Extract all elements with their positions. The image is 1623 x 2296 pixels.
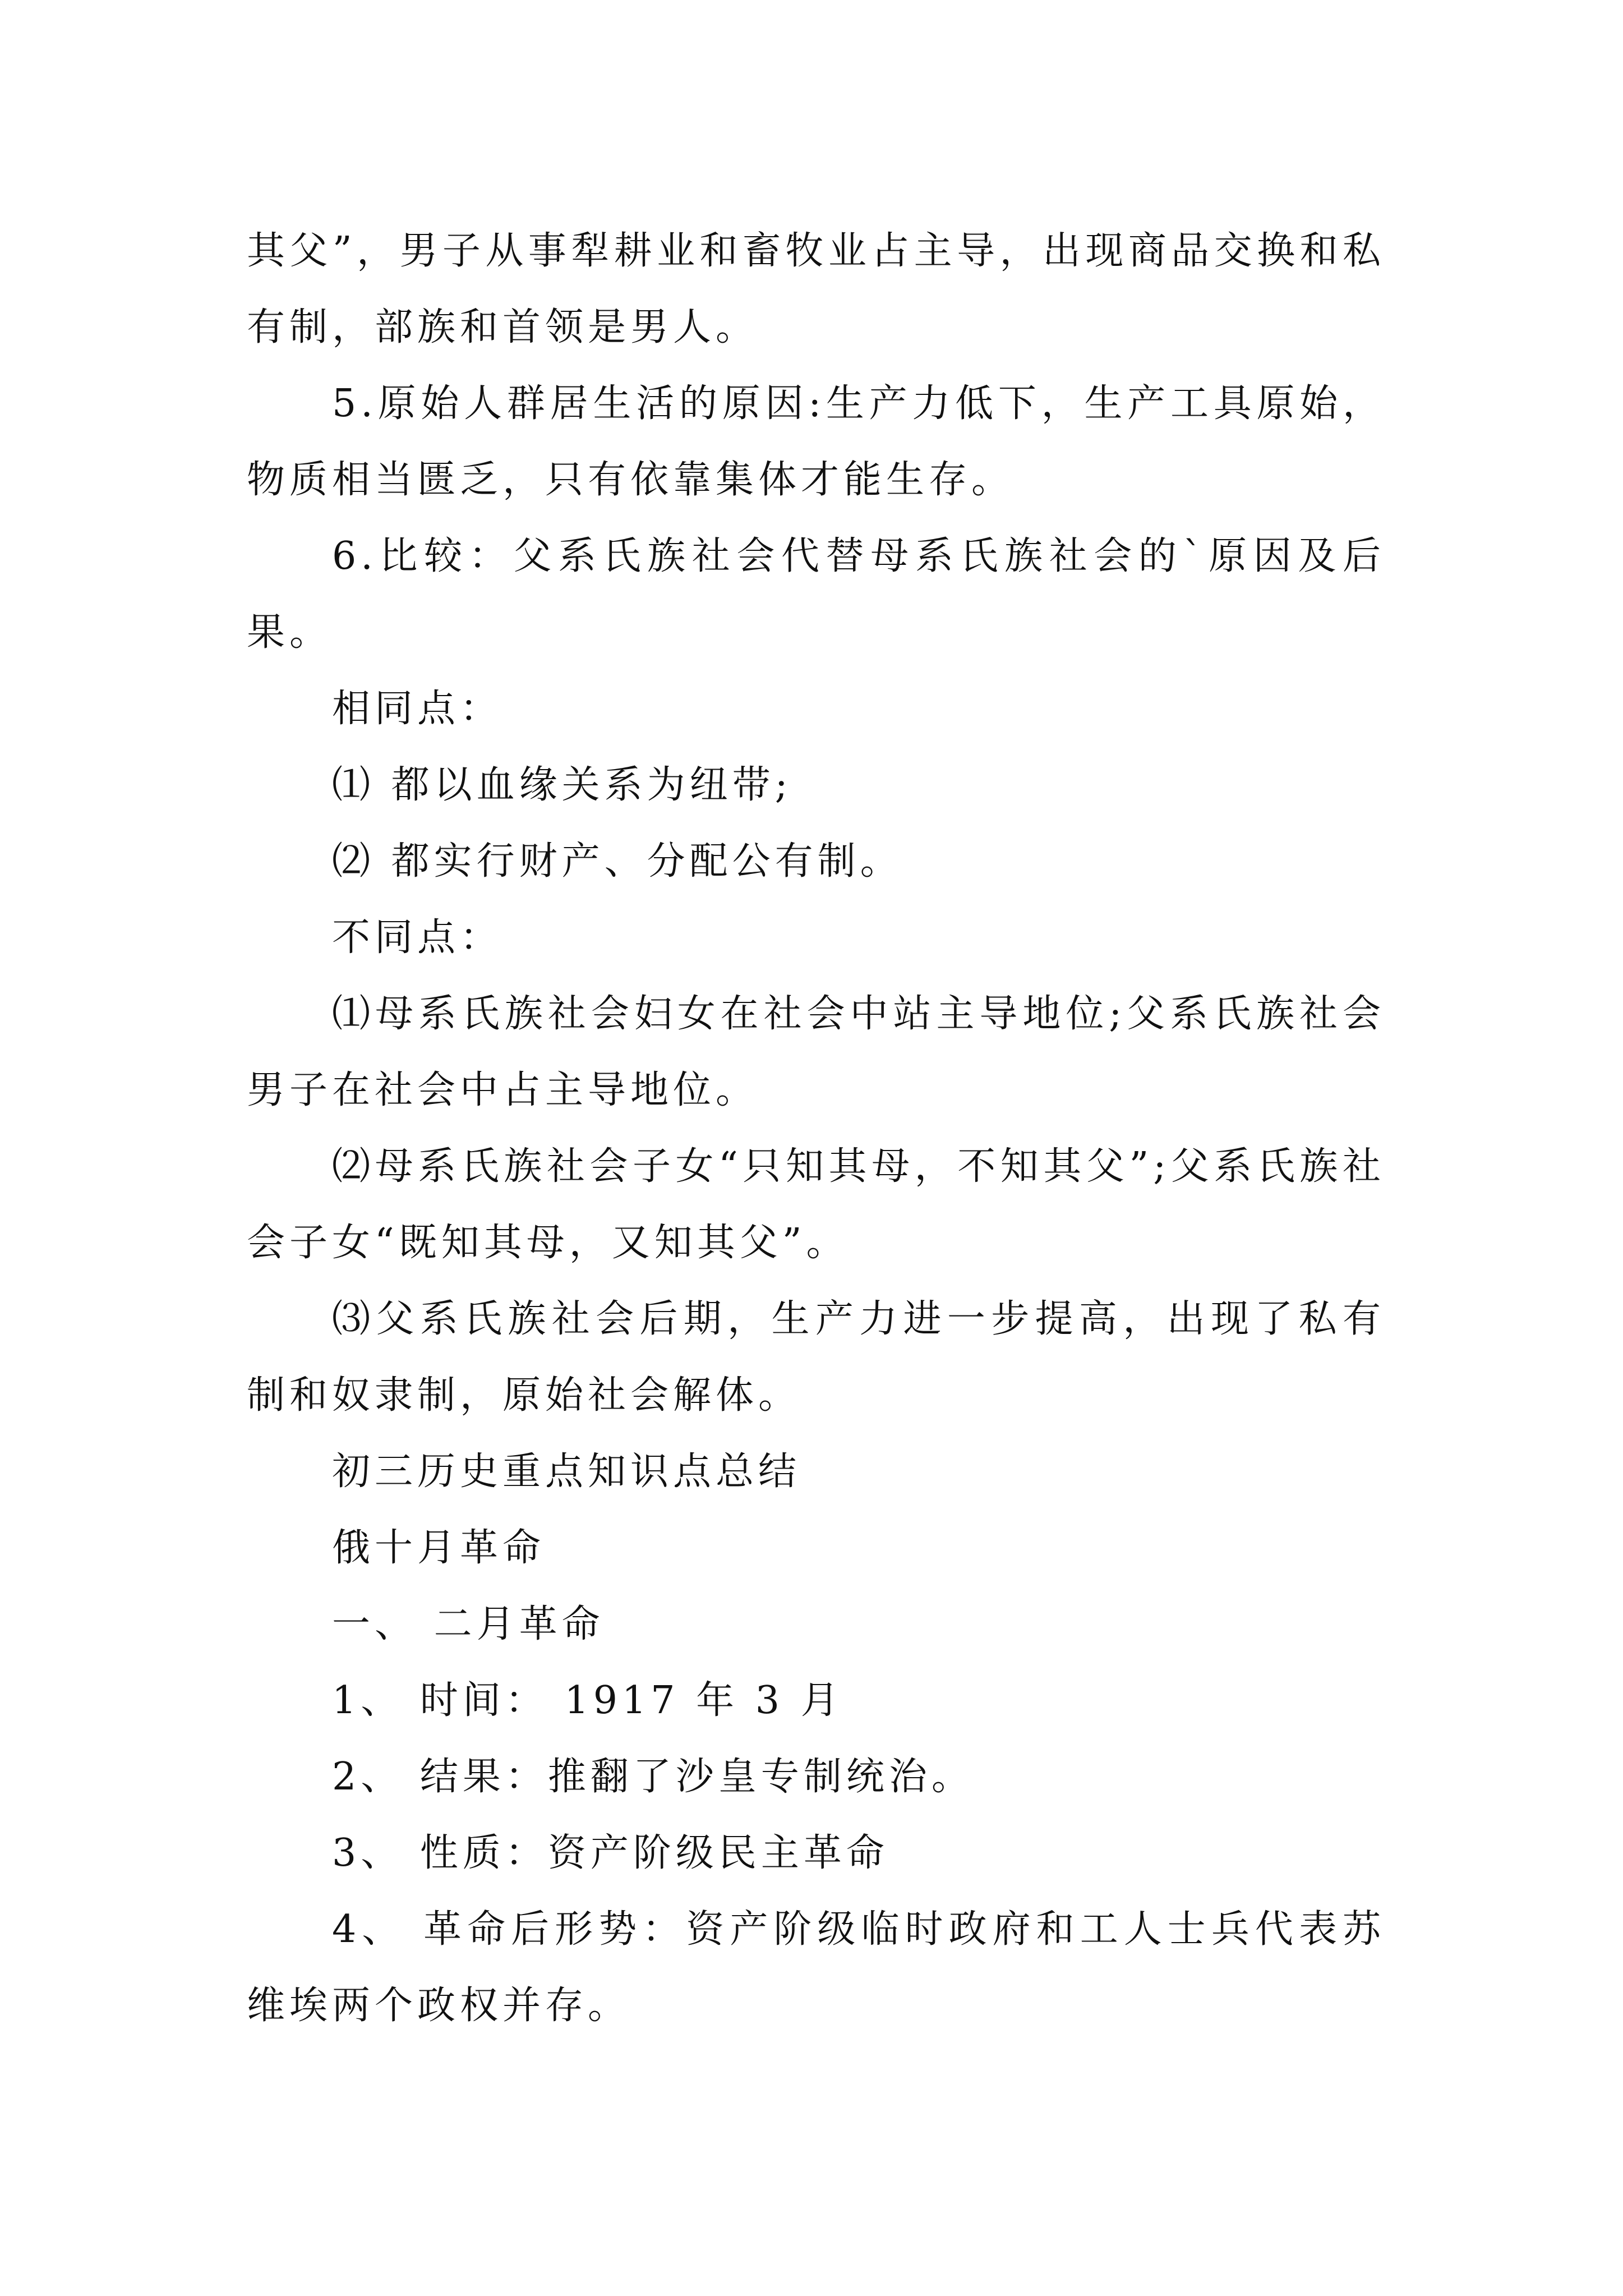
item-nature: 3、 性质：资产阶级民主革命 xyxy=(332,1831,889,1875)
document-body xyxy=(247,213,1385,2044)
paragraph-item-5: 5.原始人群居生活的原因:生产力低下，生产工具原始，物质相当匮乏，只有依靠集体才能生存。 xyxy=(247,381,1385,502)
paragraph-continuation: 其父”，男子从事犁耕业和畜牧业占主导，出现商品交换和私有制，部族和首领是男人。 xyxy=(247,229,1385,349)
difference-1: ⑴母系氏族社会妇女在社会中站主导地位;父系氏族社会男子在社会中占主导地位。 xyxy=(247,992,1385,1112)
section-title: 初三历史重点知识点总结 xyxy=(332,1450,801,1494)
heading-similarities: 相同点： xyxy=(332,687,503,731)
item-time: 1、 时间： 1917 年 3 月 xyxy=(332,1678,843,1723)
item-situation: 4、 革命后形势：资产阶级临时政府和工人士兵代表苏维埃两个政权并存。 xyxy=(247,1907,1385,2028)
topic-title: 俄十月革命 xyxy=(332,1526,546,1570)
subheading-february-revolution: 一、 二月革命 xyxy=(332,1602,605,1646)
heading-differences: 不同点： xyxy=(332,915,503,960)
difference-2: ⑵母系氏族社会子女“只知其母，不知其父”;父系氏族社会子女“既知其母，又知其父”。 xyxy=(247,1144,1385,1265)
paragraph-item-6: 6.比较：父系氏族社会代替母系氏族社会的`原因及后果。 xyxy=(247,534,1385,655)
similarity-2: ⑵ 都实行财产、分配公有制。 xyxy=(332,839,903,884)
item-result: 2、 结果：推翻了沙皇专制统治。 xyxy=(332,1755,974,1799)
similarity-1: ⑴ 都以血缘关系为纽带; xyxy=(332,763,792,807)
difference-3: ⑶父系氏族社会后期，生产力进一步提高，出现了私有制和奴隶制，原始社会解体。 xyxy=(247,1297,1385,1418)
